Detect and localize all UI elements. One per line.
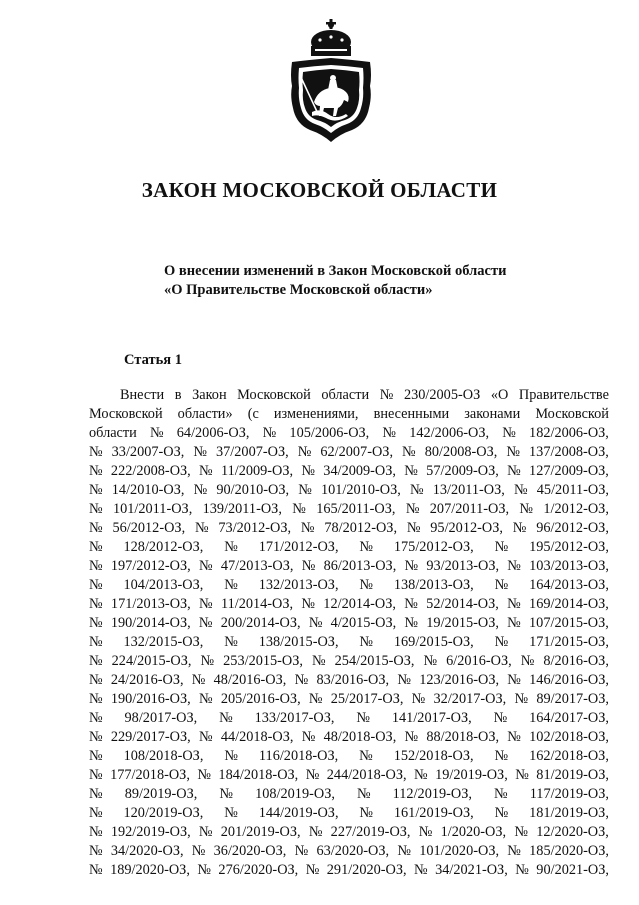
text-token: № [197,767,211,783]
text-token: 1/2020-ОЗ, [440,824,507,840]
text-token: № [224,805,238,821]
article-text-line [89,842,609,861]
text-token: 127/2009-ОЗ, [529,463,609,479]
text-token: № [404,615,419,631]
text-token: № [507,558,521,574]
text-token: 37/2007-ОЗ, [216,444,289,460]
text-token: 138/2013-ОЗ, [393,577,474,593]
text-token: 142/2006-ОЗ, [409,425,490,441]
text-token: 34/2020-ОЗ, [110,843,184,859]
text-token: № [89,577,103,593]
text-token: 276/2020-ОЗ, [218,862,299,878]
text-token: № [193,444,207,460]
article-text-line [89,424,609,443]
text-token: № [197,862,211,878]
text-token: № [191,843,206,859]
text-token: № [198,824,213,840]
text-token: 116/2018-ОЗ, [258,748,339,764]
text-token: области [89,425,137,441]
text-token: № [404,729,419,745]
text-token: 190/2016-ОЗ, [110,691,191,707]
text-token: 177/2018-ОЗ, [110,767,190,783]
article-text-line [89,766,609,785]
coat-of-arms-icon [284,16,378,148]
text-token: № [379,387,394,403]
text-token: 253/2015-ОЗ, [223,653,303,669]
text-token: 133/2017-ОЗ, [254,710,335,726]
text-token: № [89,767,103,783]
text-token: 165/2011-ОЗ, [316,501,396,517]
text-token: Московской [237,387,311,403]
text-token: законами [464,406,521,422]
text-token: 197/2012-ОЗ, [110,558,191,574]
text-token: 139/2011-ОЗ, [202,501,282,517]
article-text-line [89,804,609,823]
text-token: № [89,729,103,745]
text-token: 102/2018-ОЗ, [529,729,609,745]
text-token: № [406,520,421,536]
text-token: (с [247,406,259,422]
article-text-line [89,823,609,842]
text-token: области [321,387,370,403]
text-token: № [89,520,103,536]
text-token: № [89,691,103,707]
text-token: 189/2020-ОЗ, [110,862,190,878]
subject-line: «О Правительстве Московской области» [164,282,433,298]
text-token: № [308,615,323,631]
article-text-line [89,538,609,557]
article-text-line [89,405,609,424]
text-token: 185/2020-ОЗ, [529,843,609,859]
text-token: № [493,710,508,726]
text-token: № [89,558,103,574]
text-token: № [502,425,516,441]
text-token: № [198,558,213,574]
text-token: в [174,387,182,403]
article-heading: Статья 1 [124,352,182,368]
text-token: 98/2017-ОЗ, [124,710,198,726]
article-text-line [89,576,609,595]
article-body [89,386,609,880]
text-token: № [262,425,277,441]
text-token: № [89,824,103,840]
text-token: 132/2013-ОЗ, [258,577,339,593]
text-token: № [515,862,529,878]
text-token: 105/2006-ОЗ, [289,425,370,441]
article-text-line [89,386,609,405]
text-token: № [224,539,238,555]
text-token: № [219,786,234,802]
text-token: 48/2016-ОЗ, [213,672,287,688]
text-token: 120/2019-ОЗ, [123,805,204,821]
text-token: 90/2021-ОЗ, [536,862,609,878]
article-text-line [89,633,609,652]
text-token: 11/2009-ОЗ, [220,463,294,479]
text-token: 95/2012-ОЗ, [430,520,503,536]
text-token: № [89,444,103,460]
text-token: 34/2021-ОЗ, [435,862,508,878]
text-token: № [199,463,213,479]
text-token: № [191,672,206,688]
text-token: № [397,672,411,688]
text-token: 78/2012-ОЗ, [324,520,398,536]
text-token: № [89,596,103,612]
text-token: 190/2014-ОЗ, [110,615,191,631]
text-token: 83/2016-ОЗ, [316,672,390,688]
text-token: 123/2016-ОЗ, [419,672,500,688]
text-token: 56/2012-ОЗ, [112,520,186,536]
article-text-line [89,709,609,728]
text-token: № [514,691,529,707]
text-token: № [198,691,213,707]
text-token: 47/2013-ОЗ, [220,558,294,574]
text-token: № [404,558,419,574]
text-token: № [494,634,509,650]
text-token: 13/2011-ОЗ, [432,482,505,498]
text-token: 195/2012-ОЗ, [529,539,609,555]
text-token: 25/2017-ОЗ, [330,691,404,707]
text-token: № [89,843,103,859]
text-token: № [305,862,320,878]
text-token: № [149,425,164,441]
text-token: изменениями, [273,406,359,422]
text-token: 229/2017-ОЗ, [110,729,191,745]
text-token: № [219,710,233,726]
text-token: № [382,425,397,441]
text-token: № [494,786,508,802]
text-token: 164/2013-ОЗ, [529,577,609,593]
text-token: 48/2018-ОЗ, [323,729,397,745]
text-token: 132/2015-ОЗ, [123,634,204,650]
text-token: 169/2015-ОЗ, [393,634,474,650]
text-token: 8/2016-ОЗ, [543,653,609,669]
article-text-line [89,652,609,671]
text-token: № [294,843,309,859]
text-token: № [194,520,209,536]
text-token: № [224,577,238,593]
text-token: 201/2019-ОЗ, [220,824,301,840]
text-token: 4/2015-ОЗ, [330,615,397,631]
text-token: № [308,691,323,707]
text-token: 96/2012-ОЗ, [536,520,609,536]
text-token: № [294,672,309,688]
article-text-line [89,462,609,481]
text-token: № [89,710,103,726]
text-token: № [300,520,315,536]
text-token: № [494,748,509,764]
subject-line: О внесении изменений в Закон Московской области [164,263,507,279]
text-token: № [507,672,521,688]
text-token: 117/2019-ОЗ, [529,786,609,802]
text-token: Московской [535,406,609,422]
text-token: № [301,596,316,612]
text-token: 181/2019-ОЗ, [529,805,609,821]
text-token: 80/2008-ОЗ, [424,444,498,460]
text-token: Правительстве [518,387,609,403]
text-token: 128/2012-ОЗ, [123,539,204,555]
text-token: области» [177,406,233,422]
text-token: 63/2020-ОЗ, [316,843,390,859]
text-token: № [359,805,374,821]
text-token: № [402,444,416,460]
law-subject [164,262,544,300]
text-token: № [514,482,528,498]
text-token: 137/2008-ОЗ, [529,444,609,460]
text-token: 152/2018-ОЗ, [393,748,474,764]
text-token: 33/2007-ОЗ, [111,444,185,460]
text-token: 14/2010-ОЗ, [111,482,185,498]
text-token: № [404,596,418,612]
text-token: 19/2019-ОЗ, [435,767,508,783]
text-token: № [301,463,316,479]
text-token: № [404,463,418,479]
text-token: № [405,501,420,517]
text-token: № [514,824,528,840]
text-token: 207/2011-ОЗ, [429,501,510,517]
text-token: 81/2019-ОЗ, [536,767,609,783]
text-token: № [507,843,521,859]
text-token: 73/2012-ОЗ, [218,520,292,536]
text-token: № [292,501,306,517]
text-token: № [359,577,374,593]
text-token: 107/2015-ОЗ, [529,615,609,631]
article-text-line [89,690,609,709]
article-text-line [89,671,609,690]
text-token: № [494,805,509,821]
text-token: 138/2015-ОЗ, [258,634,339,650]
text-token: № [512,520,527,536]
text-token: № [356,710,370,726]
text-token: 52/2014-ОЗ, [426,596,499,612]
text-token: 108/2019-ОЗ, [255,786,335,802]
text-token: 1/2012-ОЗ, [543,501,609,517]
text-token: № [411,691,426,707]
text-token: № [312,653,326,669]
text-token: № [89,862,103,878]
text-token: 112/2019-ОЗ, [392,786,472,802]
text-token: 161/2019-ОЗ, [393,805,474,821]
text-token: 230/2005-ОЗ [403,387,481,403]
text-token: № [414,862,428,878]
text-token: 62/2007-ОЗ, [320,444,394,460]
text-token: 12/2020-ОЗ, [536,824,609,840]
text-token: 108/2018-ОЗ, [123,748,204,764]
text-token: 205/2016-ОЗ, [220,691,301,707]
text-token: 19/2015-ОЗ, [426,615,499,631]
text-token: 88/2018-ОЗ, [426,729,500,745]
article-text-line [89,481,609,500]
text-token: № [418,824,433,840]
text-token: № [515,767,529,783]
text-token: 254/2015-ОЗ, [334,653,415,669]
text-token: № [359,634,374,650]
text-token: Внести [120,387,165,403]
text-token: 93/2013-ОЗ, [426,558,500,574]
text-token: 101/2020-ОЗ, [419,843,500,859]
text-token: 141/2017-ОЗ, [391,710,472,726]
text-token: 103/2013-ОЗ, [529,558,609,574]
text-token: № [89,539,103,555]
text-token: № [409,482,424,498]
text-token: № [298,482,312,498]
text-token: 90/2010-ОЗ, [216,482,290,498]
text-token: № [301,729,316,745]
text-token: № [308,824,323,840]
text-token: № [305,767,320,783]
text-token: № [89,653,103,669]
text-token: 200/2014-ОЗ, [220,615,301,631]
text-token: № [193,482,208,498]
text-token: № [224,748,238,764]
text-token: № [494,577,509,593]
article-text-line [89,595,609,614]
text-token: 101/2010-ОЗ, [320,482,401,498]
text-token: № [198,615,213,631]
article-text-line [89,614,609,633]
text-token: 182/2006-ОЗ, [529,425,609,441]
text-token: № [506,444,521,460]
text-token: № [423,653,438,669]
text-token: 146/2016-ОЗ, [529,672,609,688]
text-token: № [199,596,213,612]
text-token: № [301,558,316,574]
text-token: 244/2018-ОЗ, [326,767,407,783]
text-token: № [89,786,103,802]
text-token: 227/2019-ОЗ, [330,824,411,840]
text-token: 144/2019-ОЗ, [258,805,339,821]
text-token: № [89,501,103,517]
text-token: № [198,729,213,745]
text-token: № [200,653,215,669]
text-token: № [507,615,521,631]
text-token: 6/2016-ОЗ, [446,653,512,669]
article-text-line [89,519,609,538]
text-token: 171/2015-ОЗ, [529,634,609,650]
text-token: 162/2018-ОЗ, [529,748,609,764]
text-token: 34/2009-ОЗ, [323,463,396,479]
text-token: 64/2006-ОЗ, [176,425,250,441]
law-title: ЗАКОН МОСКОВСКОЙ ОБЛАСТИ [141,178,498,202]
text-token: Московской [89,406,163,422]
text-token: № [89,634,103,650]
article-text-line [89,728,609,747]
text-token: 164/2017-ОЗ, [529,710,609,726]
text-token: 32/2017-ОЗ, [433,691,507,707]
text-token: № [359,748,373,764]
text-token: 101/2011-ОЗ, [112,501,193,517]
text-token: № [224,634,238,650]
text-token: 104/2013-ОЗ, [123,577,204,593]
text-token: 89/2017-ОЗ, [536,691,609,707]
text-token: 45/2011-ОЗ, [536,482,609,498]
text-token: 222/2008-ОЗ, [110,463,191,479]
text-token: № [89,463,103,479]
text-token: Закон [192,387,227,403]
article-text-line [89,500,609,519]
text-token: № [507,463,521,479]
text-token: № [397,843,411,859]
text-token: № [359,539,374,555]
text-token: № [89,672,103,688]
text-token: 184/2018-ОЗ, [218,767,299,783]
text-token: № [494,539,509,555]
text-token: 89/2019-ОЗ, [124,786,198,802]
text-token: внесенными [373,406,450,422]
text-token: № [520,653,535,669]
text-token: 171/2012-ОЗ, [258,539,339,555]
text-token: 224/2015-ОЗ, [111,653,192,669]
text-token: № [89,805,103,821]
article-text-line [89,443,609,462]
text-token: № [89,482,103,498]
article-text-line [89,785,609,804]
text-token: 175/2012-ОЗ, [393,539,474,555]
article-text-line [89,747,609,766]
text-token: 169/2014-ОЗ, [529,596,609,612]
text-token: «О [490,387,509,403]
text-token: № [519,501,534,517]
text-token: 44/2018-ОЗ, [220,729,294,745]
text-token: № [89,748,103,764]
text-token: 86/2013-ОЗ, [323,558,397,574]
text-token: 24/2016-ОЗ, [110,672,184,688]
text-token: 57/2009-ОЗ, [426,463,499,479]
text-token: 12/2014-ОЗ, [323,596,396,612]
text-token: № [507,596,521,612]
article-text-line [89,557,609,576]
text-token: № [89,615,103,631]
text-token: 36/2020-ОЗ, [213,843,287,859]
text-token: 291/2020-ОЗ, [326,862,407,878]
text-token: № [414,767,428,783]
text-token: № [507,729,521,745]
text-token: 171/2013-ОЗ, [110,596,191,612]
text-token: № [297,444,312,460]
text-token: № [356,786,371,802]
article-text-line [89,861,609,880]
text-token: 192/2019-ОЗ, [110,824,191,840]
text-token: 11/2014-ОЗ, [220,596,294,612]
